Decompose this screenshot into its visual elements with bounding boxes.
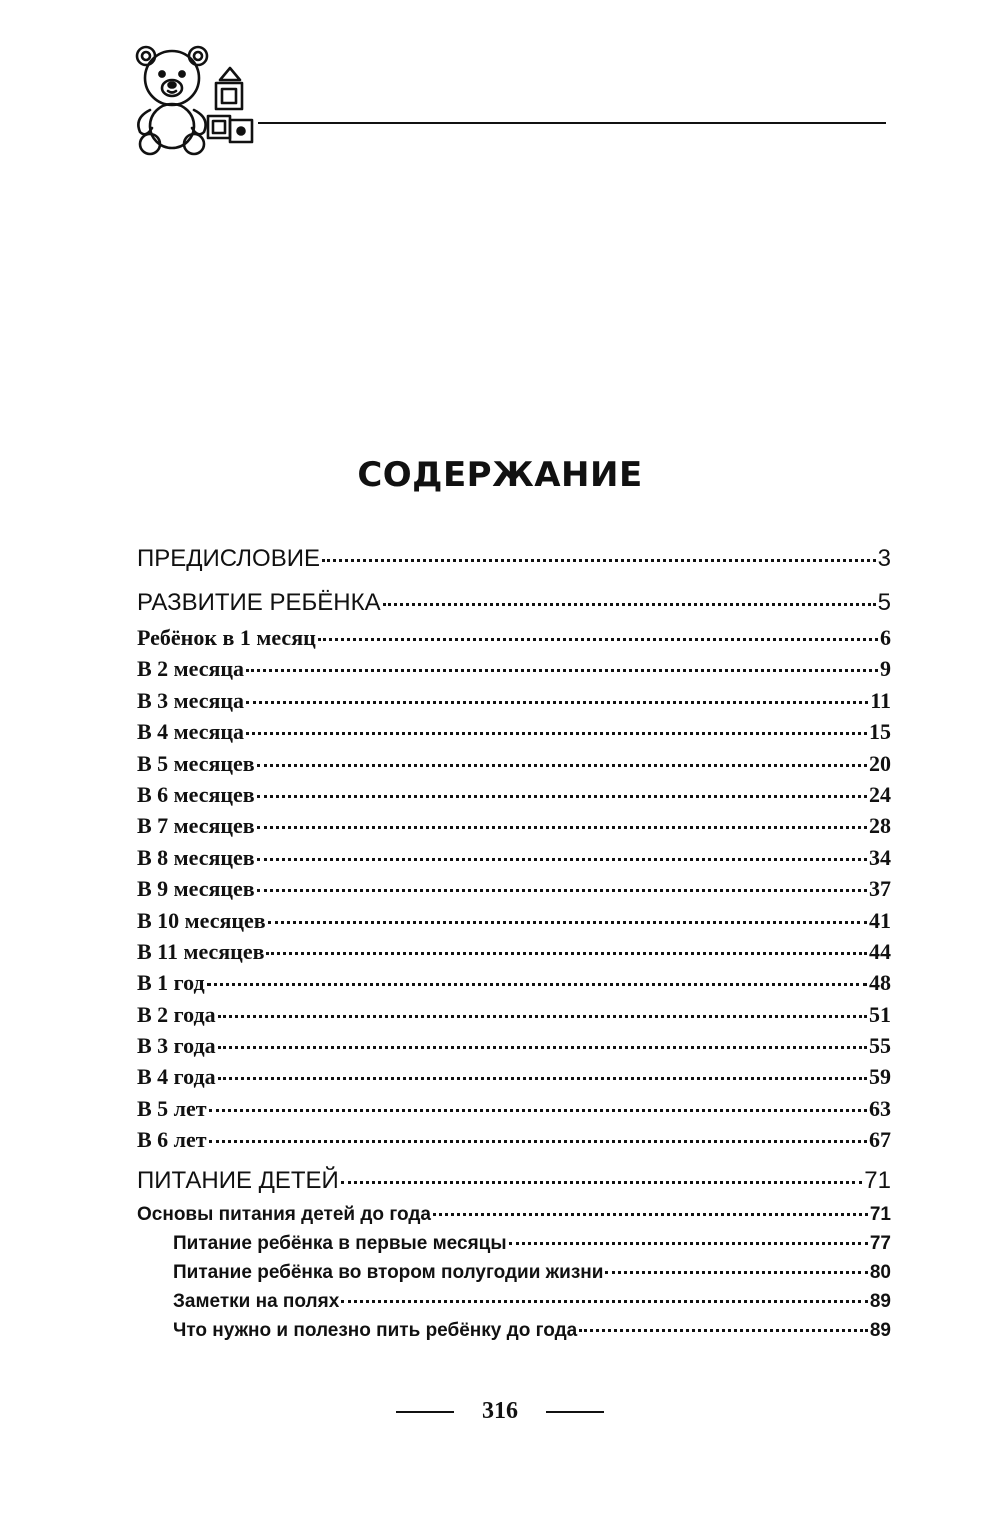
- dot-leader: [207, 983, 867, 986]
- toc-entry-page: 89: [869, 1290, 891, 1312]
- toc-entry-page: 41: [869, 907, 891, 933]
- footer-rule-right: [546, 1411, 604, 1413]
- toc-entry-label: Что нужно и полезно пить ребёнку до года: [173, 1319, 578, 1341]
- toc-entry-label: РАЗВИТИЕ РЕБЁНКА: [137, 589, 381, 616]
- toc-entry-page: 71: [869, 1203, 891, 1225]
- toc-entry-label: В 1 год: [137, 970, 205, 996]
- dot-leader: [257, 858, 867, 861]
- toc-entry-label: В 3 месяца: [137, 687, 245, 713]
- footer-rule-left: [396, 1411, 454, 1413]
- dot-leader: [209, 1140, 867, 1143]
- toc-entry[interactable]: [137, 873, 891, 904]
- toc-entry[interactable]: [137, 1200, 891, 1229]
- toc-entry-page: 34: [869, 844, 891, 870]
- toc-entry[interactable]: [137, 685, 891, 716]
- toc-entry-page: 44: [869, 938, 891, 964]
- toc-entry-label: В 11 месяцев: [137, 938, 265, 964]
- toc-entry-label: В 4 месяца: [137, 719, 245, 745]
- dot-leader: [322, 559, 876, 562]
- toc-entry-page: 67: [869, 1127, 891, 1153]
- dot-leader: [605, 1271, 867, 1274]
- dot-leader: [209, 1109, 867, 1112]
- dot-leader: [246, 701, 868, 704]
- dot-leader: [266, 952, 867, 955]
- toc-entry-label: В 7 месяцев: [137, 813, 255, 839]
- page-number: 316: [482, 1398, 518, 1424]
- toc-entry-page: 71: [864, 1166, 891, 1194]
- toc-entry[interactable]: [137, 622, 891, 653]
- dot-leader: [218, 1015, 867, 1018]
- dot-leader: [246, 732, 867, 735]
- toc-entry[interactable]: [137, 936, 891, 967]
- toc-section-nutrition[interactable]: [137, 1162, 891, 1200]
- table-of-contents: [137, 540, 891, 1345]
- toc-entry-label: В 9 месяцев: [137, 876, 255, 902]
- toc-subentry[interactable]: [137, 1316, 891, 1345]
- toc-entry[interactable]: [137, 1093, 891, 1124]
- toc-entry-page: 89: [869, 1319, 891, 1341]
- toc-entry-label: В 8 месяцев: [137, 844, 255, 870]
- toc-entry-label: ПИТАНИЕ ДЕТЕЙ: [137, 1166, 339, 1194]
- toc-entry-page: 24: [869, 781, 891, 807]
- toc-entry-label: В 2 месяца: [137, 656, 245, 682]
- toc-entry-page: 37: [869, 876, 891, 902]
- toc-entry-page: 77: [869, 1232, 891, 1254]
- dot-leader: [433, 1213, 868, 1216]
- dot-leader: [341, 1300, 868, 1303]
- toc-entry[interactable]: [137, 779, 891, 810]
- toc-entry-label: В 10 месяцев: [137, 907, 266, 933]
- toc-entry[interactable]: [137, 905, 891, 936]
- dot-leader: [218, 1046, 867, 1049]
- toc-entry-page: 15: [869, 719, 891, 745]
- toc-entry-label: Питание ребёнка в первые месяцы: [173, 1232, 507, 1254]
- dot-leader: [318, 638, 878, 641]
- toc-subentry[interactable]: [137, 1229, 891, 1258]
- toc-entry[interactable]: [137, 748, 891, 779]
- dot-leader: [257, 795, 867, 798]
- toc-entry[interactable]: [137, 716, 891, 747]
- toc-entry-label: В 5 месяцев: [137, 750, 255, 776]
- dot-leader: [257, 889, 867, 892]
- toc-entry-label: В 2 года: [137, 1001, 216, 1027]
- dot-leader: [268, 921, 867, 924]
- dot-leader: [257, 764, 867, 767]
- toc-entry-label: В 3 года: [137, 1033, 216, 1059]
- toc-entry[interactable]: [137, 999, 891, 1030]
- dot-leader: [509, 1242, 868, 1245]
- toc-entry-label: В 5 лет: [137, 1095, 207, 1121]
- toc-entry-page: 48: [869, 970, 891, 996]
- toc-entry[interactable]: [137, 1030, 891, 1061]
- toc-entry-page: 6: [880, 625, 891, 650]
- toc-section-development[interactable]: [137, 584, 891, 622]
- toc-entry[interactable]: [137, 967, 891, 998]
- toc-entry-page: 59: [869, 1064, 891, 1090]
- toc-entry-page: 5: [877, 589, 891, 616]
- toc-entry-label: Основы питания детей до года: [137, 1203, 431, 1225]
- toc-entry[interactable]: [137, 810, 891, 841]
- dot-leader: [257, 826, 867, 829]
- teddy-bear-with-blocks-icon: [130, 38, 255, 158]
- page-footer: [0, 1398, 1000, 1425]
- toc-entry-page: 20: [869, 750, 891, 776]
- toc-entry[interactable]: [137, 1124, 891, 1155]
- dot-leader: [383, 603, 876, 606]
- toc-entry-label: Ребёнок в 1 месяц: [137, 625, 316, 650]
- toc-entry-page: 3: [877, 545, 891, 572]
- dot-leader: [341, 1181, 862, 1184]
- toc-entry-page: 51: [869, 1001, 891, 1027]
- toc-entry-page: 9: [880, 656, 891, 682]
- toc-entry-page: 63: [869, 1095, 891, 1121]
- toc-entry-page: 28: [869, 813, 891, 839]
- toc-entry-label: Питание ребёнка во втором полугодии жизни: [173, 1261, 604, 1283]
- toc-entry[interactable]: [137, 1061, 891, 1092]
- toc-entry-preface[interactable]: [137, 540, 891, 578]
- header-rule: [258, 122, 886, 124]
- toc-entry-label: В 6 месяцев: [137, 781, 255, 807]
- toc-entry-page: 55: [869, 1033, 891, 1059]
- toc-subentry[interactable]: [137, 1258, 891, 1287]
- toc-entry-label: ПРЕДИСЛОВИЕ: [137, 545, 320, 572]
- toc-entry-label: Заметки на полях: [173, 1290, 340, 1312]
- toc-subentry[interactable]: [137, 1287, 891, 1316]
- toc-entry[interactable]: [137, 842, 891, 873]
- page-title: СОДЕРЖАНИЕ: [357, 454, 643, 495]
- toc-entry-label: В 4 года: [137, 1064, 216, 1090]
- toc-entry-page: 80: [869, 1261, 891, 1283]
- dot-leader: [579, 1329, 868, 1332]
- toc-entry[interactable]: [137, 653, 891, 684]
- dot-leader: [246, 669, 878, 672]
- toc-entry-page: 11: [870, 687, 891, 713]
- dot-leader: [218, 1077, 867, 1080]
- page-header: [130, 38, 890, 158]
- toc-entry-label: В 6 лет: [137, 1127, 207, 1153]
